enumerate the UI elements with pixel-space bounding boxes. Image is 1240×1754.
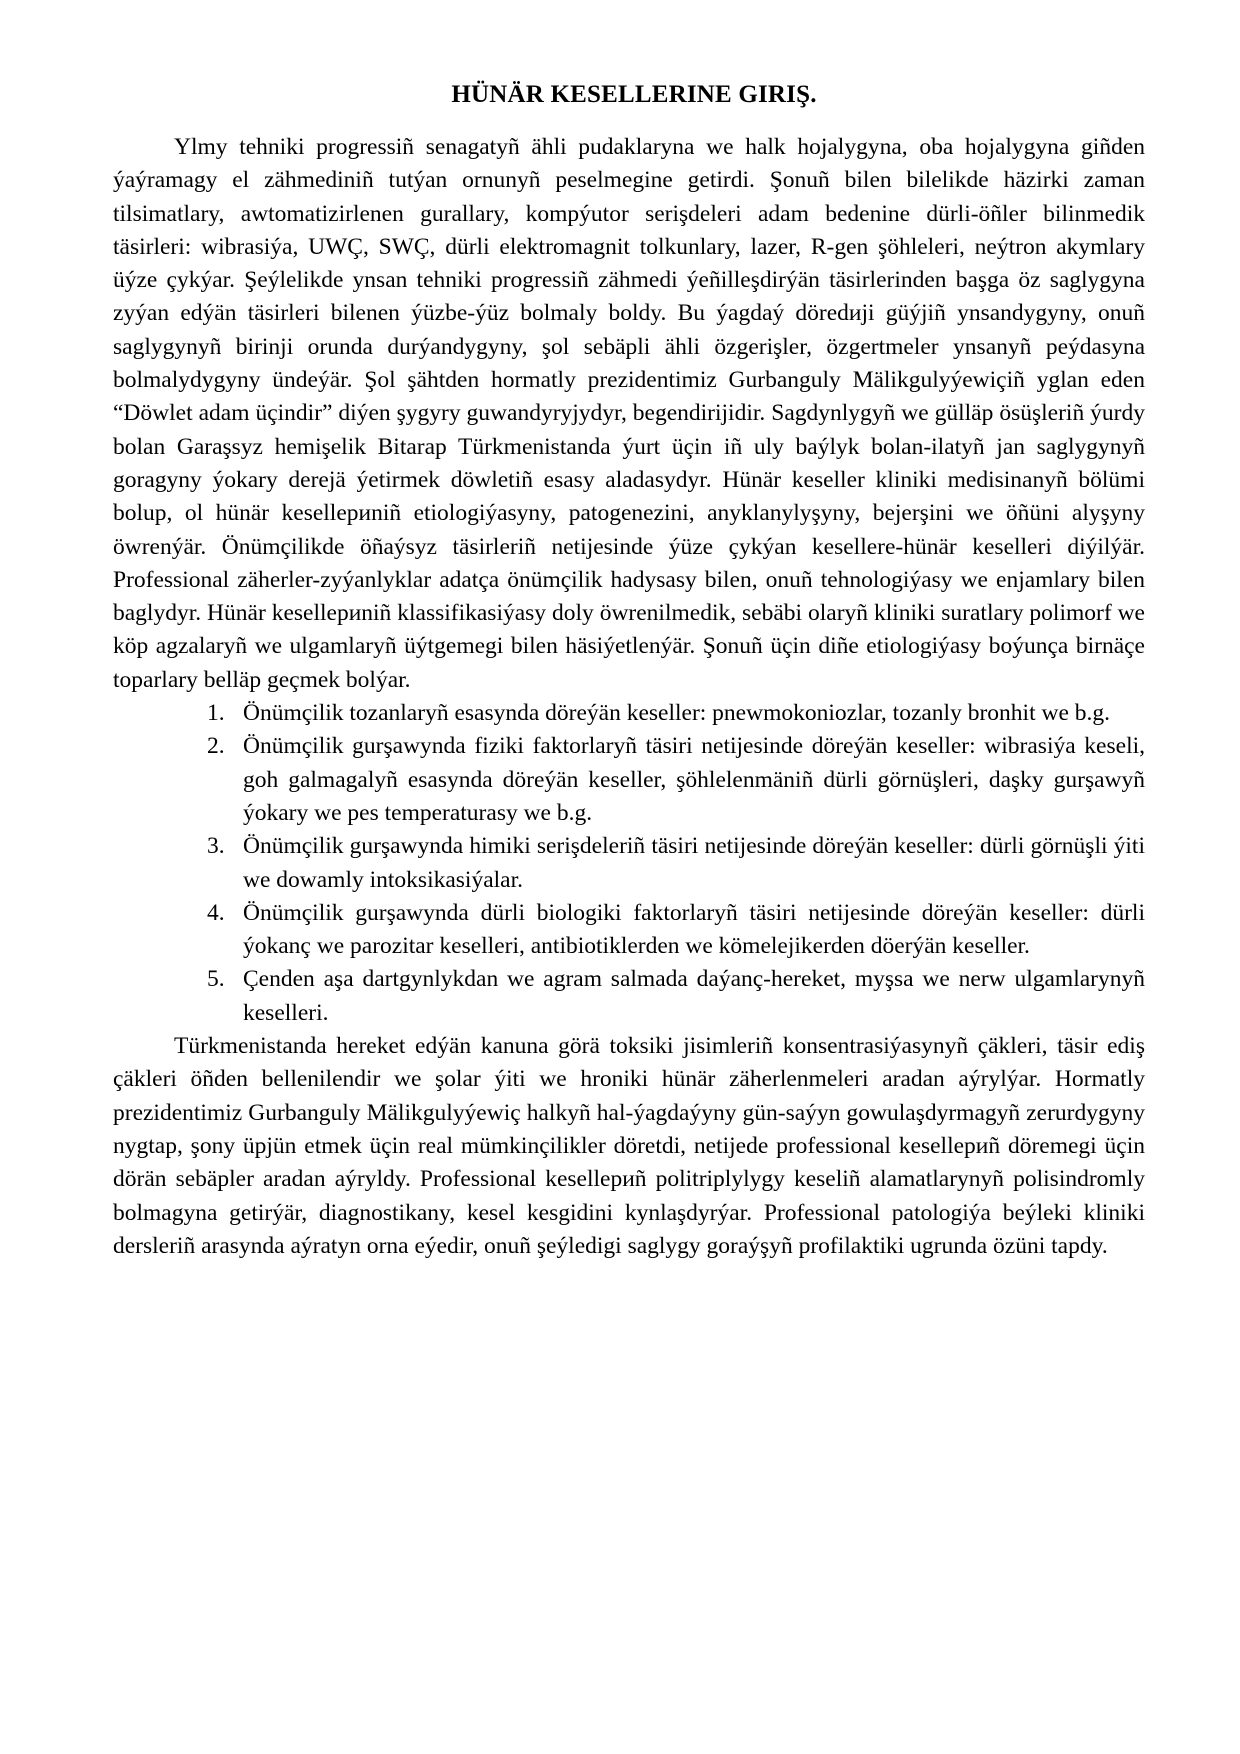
list-item-text: Çenden aşa dartgynlykdan we agram salmada daýanç-hereket, myşsa we nerw ulgamlarynyñ keselleri. bbox=[243, 966, 1145, 1026]
list-item bbox=[113, 730, 1145, 830]
list-item-text: Önümçilik gurşawynda dürli biologiki faktorlaryñ täsiri netijesinde döreýän keseller: dürli ýokanç we parozitar keselleri, antibiotiklerden we kömelejikerden döerýän keseller. bbox=[243, 899, 1145, 960]
intro-paragraph: Ylmy tehniki progressiñ senagatyñ ähli pudaklaryna we halk hojalygyna, oba hojalygyna giñden ýaýramagy el zähmediniñ tutýan ornunyñ peselmegine getirdi. Şonuñ bilen bilelikde häzirki zaman tilsimatlary, awtomatizirlenen gurallary, kompýutor serişdeleri adam bedenine dürli-öñler bilinmedik täsirleri: wibrasiýa, UWÇ, SWÇ, dürli elektromagnit tolkunlary, lazer, R-gen şöhleleri, neýtron akymlary üýze çykýar. Şeýlelikde ynsan tehniki progressiñ zähmedi ýeñilleşdirýän täsirlerinden başga öz saglygyna zyýan edýän täsirleri bilenen ýüzbe-ýüz bolmaly boldy. Bu ýagdaý döredиji güýjiñ ynsandygyny, onuñ saglygynyñ birinji orunda durýandygyny, şol sebäpli ähli özgerişler, özgertmeler ynsanyñ peýdasyna bolmalydygyny ündeýär. Şol şähtden hormatly prezidentimiz Gurbanguly Mälikgulyýewiçiñ yglan eden “Döwlet adam üçindir” diýen şygyry guwandyryjydyr, begendirijidir. Sagdynlygyñ we gülläp ösüşleriñ ýurdy bolan Garaşsyz hemişelik Bitarap Türkmenistanda ýurt üçin iñ uly baýlyk bolan-ilatyñ jan saglygynyñ goragyny ýokary derejä ýetirmek döwletiñ esasy aladasydyr. Hünär keseller kliniki medisinanyñ bölümi bolup, ol hünär kesellериniñ etiologiýasyny, patogenezini, anyklanylyşyny, bejerşini we öñüni alyşyny öwrenýär. Önümçilikde öñaýsyz täsirleriñ netijesinde ýüze çykýan kesellere-hünär keselleri diýilýär. Professional zäherler-zyýanlyklar adatça önümçilik hadysasy bilen, onuñ tehnologiýasy we enjamlary bilen baglydyr. Hünär kesellериniñ klassifikasiýasy doly öwrenilmedik, sebäbi olaryñ kliniki suratlary polimorf we köp agzalaryñ we ulgamlaryñ üýtgemegi bilen häsiýetlenýär. Şonuñ üçin diñe etiologiýasy boýunça birnäçe toparlary belläp geçmek bolýar. bbox=[113, 134, 1145, 693]
list-item-number: 3. bbox=[207, 833, 225, 860]
disease-groups-list bbox=[113, 697, 1145, 1030]
closing-paragraph: Türkmenistanda hereket edýän kanuna görä toksiki jisimleriñ konsentrasiýasynyñ çäkleri, täsir ediş çäkleri öñden bellenilendir we şolar ýiti we hroniki hünär zäherlenmeleri aradan aýrylýar. Hormatly prezidentimiz Gurbanguly Mälikgulyýewiç halkyñ hal-ýagdaýyny gün-saýyn gowulaşdyrmagyñ zerurdygyny nygtap, şony üpjün etmek üçin real mümkinçilikler döretdi, netijede professional kesellериñ döremegi üçin dörän sebäpler aradan aýryldy. Professional kesellериñ politriplylygy keseliñ alamatlarynyñ polisindromly bolmagyna getirýär, diagnostikany, kesel kesgidini kynlaşdyrýar. Professional patologiýa beýleki kliniki dersleriñ arasynda aýratyn orna eýedir, onuñ şeýledigi saglygy goraýşyñ profilaktiki ugrunda özüni tapdy. bbox=[113, 1033, 1145, 1259]
list-item bbox=[113, 830, 1145, 897]
list-item-number: 2. bbox=[207, 733, 225, 760]
list-item-text: Önümçilik tozanlaryñ esasynda döreýän keseller: pnewmokoniozlar, tozanly bronhit we b.g. bbox=[243, 700, 1110, 727]
page-title: HÜNÄR KESELLERINE GIRIŞ. bbox=[451, 81, 817, 108]
list-item-number: 5. bbox=[207, 966, 225, 993]
list-item bbox=[113, 897, 1145, 964]
list-item-number: 4. bbox=[207, 899, 225, 926]
document-page bbox=[113, 78, 1145, 1263]
list-item bbox=[113, 697, 1145, 730]
list-item bbox=[113, 963, 1145, 1030]
list-item-text: Önümçilik gurşawynda himiki serişdeleriñ täsiri netijesinde döreýän keseller: dürli görnüşli ýiti we dowamly intoksikasiýalar. bbox=[243, 833, 1145, 893]
list-item-text: Önümçilik gurşawynda fiziki faktorlaryñ täsiri netijesinde döreýän keseller: wibrasiýa keseli, goh galmagalyñ esasynda döreýän keseller, şöhlelenmäniñ dürli görnüşleri, daşky gurşawyñ ýokary we pes temperaturasy we b.g. bbox=[243, 733, 1145, 826]
list-item-number: 1. bbox=[207, 700, 225, 727]
